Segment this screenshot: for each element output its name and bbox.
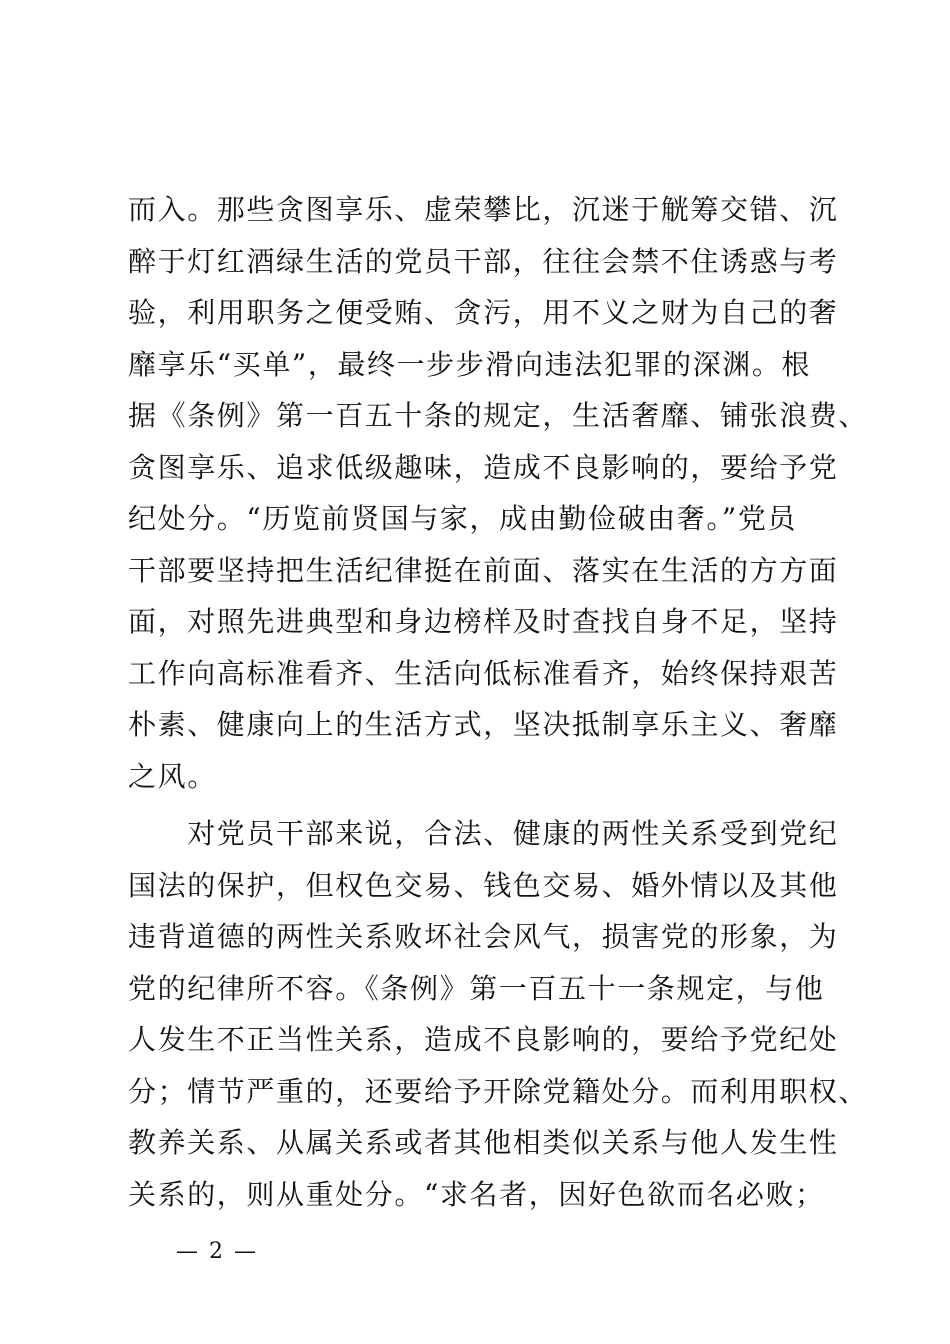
text-line: 关系的，则从重处分。“求名者，因好色欲而名必败； <box>128 1177 825 1211</box>
text-line: 据《条例》第一百五十条的规定，生活奢靡、铺张浪费、 <box>128 399 869 432</box>
text-line: 之风。 <box>128 759 217 793</box>
page-number: — 2 — <box>176 1239 258 1264</box>
text-line: 人发生不正当性关系，造成不良影响的，要给予党纪处 <box>128 1023 839 1056</box>
text-line: 验，利用职务之便受贿、贪污，用不义之财为自己的奢 <box>128 296 839 329</box>
text-line: 而入。那些贪图享乐、虚荣攀比，沉迷于觥筹交错、沉 <box>128 193 839 226</box>
text-line: 对党员干部来说，合法、健康的两性关系受到党纪 <box>128 817 839 850</box>
text-line: 教养关系、从属关系或者其他相类似关系与他人发生性 <box>128 1126 839 1159</box>
paragraph-1 <box>128 184 869 802</box>
text-line: 面，对照先进典型和身边榜样及时查找自身不足，坚持 <box>128 605 839 638</box>
body-text <box>128 184 869 1220</box>
text-line: 醉于灯红酒绿生活的党员干部，往往会禁不住诱惑与考 <box>128 244 839 278</box>
text-line: 分；情节严重的，还要给予开除党籍处分。而利用职权、 <box>128 1074 869 1108</box>
text-line: 干部要坚持把生活纪律挺在前面、落实在生活的方方面 <box>128 553 839 587</box>
text-line: 工作向高标准看齐、生活向低标准看齐，始终保持艰苦 <box>128 656 839 690</box>
paragraph-2 <box>128 808 869 1220</box>
text-line: 贪图享乐、追求低级趣味，造成不良影响的，要给予党 <box>128 450 839 484</box>
text-line: 国法的保护，但权色交易、钱色交易、婚外情以及其他 <box>128 868 839 902</box>
text-line: 靡享乐“买单”，最终一步步滑向违法犯罪的深渊。根 <box>128 347 812 381</box>
text-line: 朴素、健康向上的生活方式，坚决抵制享乐主义、奢靡 <box>128 708 839 741</box>
text-line: 违背道德的两性关系败坏社会风气，损害党的形象，为 <box>128 920 839 953</box>
text-line: 纪处分。“历览前贤国与家，成由勤俭破由奢。”党员 <box>128 502 798 535</box>
text-line: 党的纪律所不容。《条例》第一百五十一条规定，与他 <box>128 971 825 1005</box>
